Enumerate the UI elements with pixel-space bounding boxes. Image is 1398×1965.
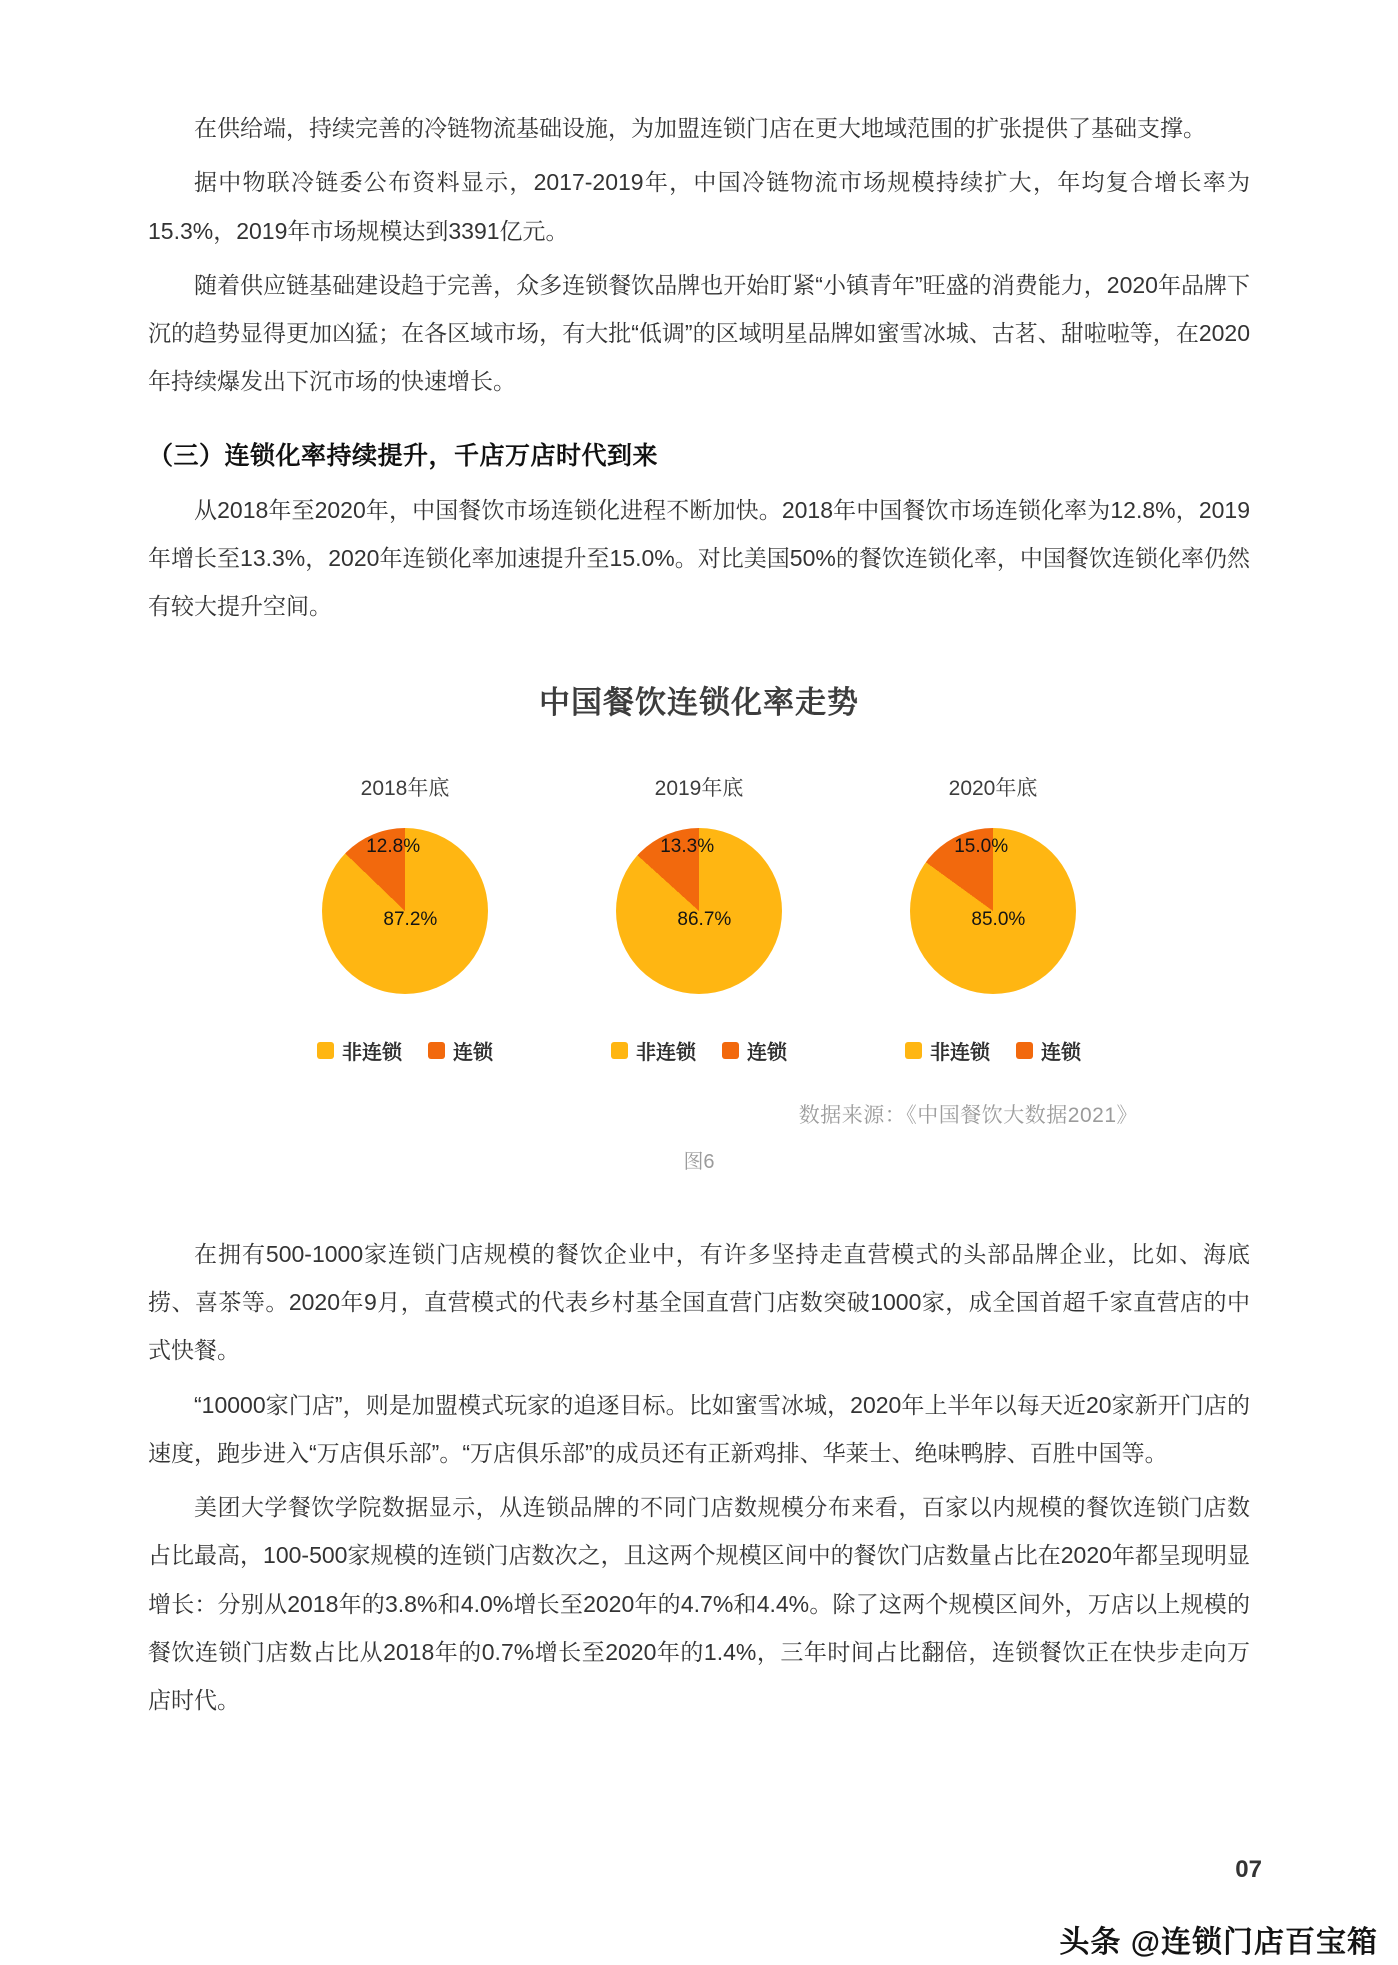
non-chain-swatch-icon: [905, 1042, 922, 1059]
chart-data-source: 数据来源：《中国餐饮大数据2021》: [798, 1103, 1138, 1127]
paragraph: 据中物联冷链委公布资料显示，2017-2019年，中国冷链物流市场规模持续扩大，年均复合增长率为15.3%，2019年市场规模达到3391亿元。: [148, 169, 1250, 244]
legend-item-chain: [722, 1036, 787, 1065]
pie-chart-2019: [571, 772, 827, 1065]
body-paragraphs: [148, 1230, 1250, 1725]
watermark: 头条 @连锁门店百宝箱: [1059, 1926, 1378, 1959]
non-chain-pct-label: 86.7%: [677, 909, 732, 930]
chain-swatch-icon: [722, 1042, 739, 1059]
pie-charts-row: [148, 772, 1250, 1065]
pie-year-label: 2019年底: [654, 776, 744, 800]
pie-2019: [616, 828, 782, 994]
non-chain-swatch-icon: [317, 1042, 334, 1059]
legend-label-non-chain: 非连锁: [930, 1041, 990, 1064]
pie-2018: [322, 828, 488, 994]
legend-label-non-chain: 非连锁: [636, 1041, 696, 1064]
pie-year-label: 2020年底: [948, 776, 1038, 800]
pie-wrap: [865, 828, 1121, 994]
non-chain-pct-label: 85.0%: [971, 909, 1026, 930]
legend-item-non-chain: [905, 1036, 990, 1065]
pie-2020: [910, 828, 1076, 994]
pie-chart-2018: [277, 772, 533, 1065]
paragraph: 从2018年至2020年，中国餐饮市场连锁化进程不断加快。2018年中国餐饮市场连锁化率为12.8%，2019年增长至13.3%，2020年连锁化率加速提升至15.0%。对比美国50%的餐饮连锁化率，中国餐饮连锁化率仍然有较大提升空间。: [148, 496, 1250, 620]
chain-swatch-icon: [428, 1042, 445, 1059]
pie-legend: [277, 1036, 533, 1065]
paragraph: “10000家门店”，则是加盟模式玩家的追逐目标。比如蜜雪冰城，2020年上半年以每天近20家新开门店的速度，跑步进入“万店俱乐部”。“万店俱乐部”的成员还有正新鸡排、华莱士、绝味鸭脖、百胜中国等。: [148, 1391, 1250, 1466]
non-chain-swatch-icon: [611, 1042, 628, 1059]
pie-wrap: [277, 828, 533, 994]
legend-label-chain: 连锁: [747, 1041, 787, 1064]
chart-title: 中国餐饮连锁化率走势: [539, 684, 859, 720]
legend-label-non-chain: 非连锁: [342, 1041, 402, 1064]
figure-caption: 图6: [683, 1150, 715, 1173]
pie-chart-2020: [865, 772, 1121, 1065]
chain-pct-label: 15.0%: [954, 835, 1009, 857]
legend-label-chain: 连锁: [1041, 1041, 1081, 1064]
pie-wrap: [571, 828, 827, 994]
paragraph: 在供给端，持续完善的冷链物流基础设施，为加盟连锁门店在更大地域范围的扩张提供了基础支撑。: [194, 115, 1206, 141]
pie-legend: [865, 1036, 1121, 1065]
legend-item-chain: [1016, 1036, 1081, 1065]
paragraph: 随着供应链基础建设趋于完善，众多连锁餐饮品牌也开始盯紧“小镇青年”旺盛的消费能力，2020年品牌下沉的趋势显得更加凶猛；在各区域市场，有大批“低调”的区域明星品牌如蜜雪冰城、古茗、甜啦啦等，在2020年持续爆发出下沉市场的快速增长。: [148, 271, 1250, 395]
legend-item-chain: [428, 1036, 493, 1065]
chain-swatch-icon: [1016, 1042, 1033, 1059]
paragraph: 美团大学餐饮学院数据显示，从连锁品牌的不同门店数规模分布来看，百家以内规模的餐饮连锁门店数占比最高，100-500家规模的连锁门店数次之，且这两个规模区间中的餐饮门店数量占比在2020年都呈现明显增长：分别从2018年的3.8%和4.0%增长至2020年的4.7%和4.4%。除了这两个规模区间外，万店以上规模的餐饮连锁门店数占比从2018年的0.7%增长至2020年的1.4%，三年时间占比翻倍，连锁餐饮正在快步走向万店时代。: [148, 1494, 1250, 1714]
legend-label-chain: 连锁: [453, 1041, 493, 1064]
legend-item-non-chain: [317, 1036, 402, 1065]
chain-pct-label: 13.3%: [660, 835, 715, 857]
pie-year-label: 2018年底: [360, 776, 450, 800]
paragraph: 在拥有500-1000家连锁门店规模的餐饮企业中，有许多坚持走直营模式的头部品牌企业，比如、海底捞、喜茶等。2020年9月，直营模式的代表乡村基全国直营门店数突破1000家，成全国首超千家直营店的中式快餐。: [148, 1240, 1250, 1364]
page-number: 07: [1235, 1856, 1262, 1883]
chain-pct-label: 12.8%: [366, 835, 421, 857]
section-heading: （三）连锁化率持续提升，千店万店时代到来: [148, 441, 659, 470]
non-chain-pct-label: 87.2%: [383, 909, 438, 930]
chain-rate-chart: [148, 677, 1250, 1174]
pie-legend: [571, 1036, 827, 1065]
legend-item-non-chain: [611, 1036, 696, 1065]
